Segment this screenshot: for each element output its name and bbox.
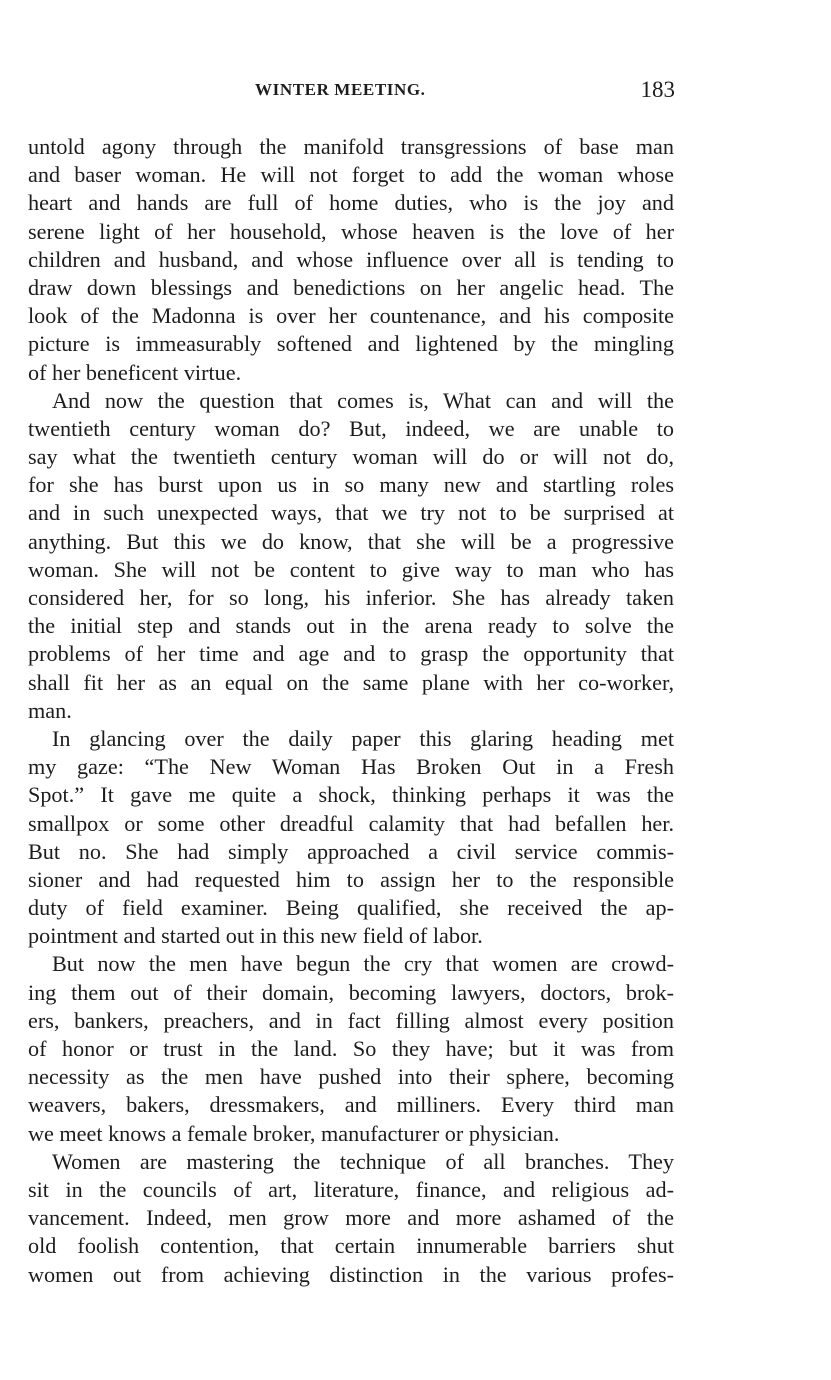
text-line: old foolish contention, that certain innumerable barriers shut — [28, 1233, 674, 1259]
text-line: ers, bankers, preachers, and in fact filling almost every position — [28, 1007, 674, 1033]
text-line: sioner and had requested him to assign her to the responsible — [28, 866, 674, 892]
paragraph-start-line: But now the men have begun the cry that women are crowd- — [52, 951, 674, 977]
text-line: for she has burst upon us in so many new and startling roles — [28, 472, 674, 498]
running-title: WINTER MEETING. — [255, 80, 426, 99]
text-line: and in such unexpected ways, that we try not to be surprised at — [28, 500, 674, 526]
paragraph-start-line: Women are mastering the technique of all branches. They — [52, 1148, 674, 1174]
text-line: say what the twentieth century woman will do or will not do, — [28, 444, 674, 470]
text-line: woman. She will not be content to give way to man who has — [28, 556, 674, 582]
text-line: sit in the councils of art, literature, finance, and religious ad- — [28, 1176, 674, 1202]
text-line: of honor or trust in the land. So they have; but it was from — [28, 1036, 674, 1061]
body-text — [28, 133, 674, 1289]
text-line: pointment and started out in this new field of labor. — [28, 923, 483, 949]
text-line: vancement. Indeed, men grow more and more ashamed of the — [28, 1205, 674, 1231]
text-line: serene light of her household, whose heaven is the love of her — [28, 218, 674, 244]
text-line: weavers, bakers, dressmakers, and milliners. Every third man — [28, 1092, 674, 1118]
paragraph-start-line: And now the question that comes is, What can and will the — [52, 387, 674, 413]
text-line: Spot.” It gave me quite a shock, thinking perhaps it was the — [28, 782, 674, 808]
running-head — [255, 77, 675, 110]
text-line: But no. She had simply approached a civil service commis- — [28, 838, 674, 864]
text-line: and baser woman. He will not forget to add the woman whose — [28, 162, 674, 188]
text-line: my gaze: “The New Woman Has Broken Out in a Fresh — [28, 754, 674, 780]
text-line: women out from achieving distinction in the various profes- — [28, 1261, 674, 1287]
text-line: duty of field examiner. Being qualified, she received the ap- — [28, 895, 674, 921]
text-line: draw down blessings and benedictions on her angelic head. The — [28, 274, 674, 300]
text-line: picture is immeasurably softened and lightened by the mingling — [28, 331, 674, 357]
text-line: untold agony through the manifold transgressions of base man — [28, 134, 674, 159]
text-line: the initial step and stands out in the arena ready to solve the — [28, 613, 674, 639]
text-line: ing them out of their domain, becoming lawyers, doctors, brok- — [28, 979, 674, 1005]
text-line: of her beneficent virtue. — [28, 359, 242, 385]
text-line: children and husband, and whose influence over all is tending to — [28, 246, 674, 272]
text-line: anything. But this we do know, that she will be a progressive — [28, 528, 674, 554]
text-line: considered her, for so long, his inferior. She has already taken — [28, 585, 674, 610]
text-line: we meet knows a female broker, manufacturer or physician. — [28, 1120, 560, 1146]
text-line: look of the Madonna is over her countenance, and his composite — [28, 303, 674, 329]
text-line: problems of her time and age and to grasp the opportunity that — [28, 641, 674, 667]
text-line: shall fit her as an equal on the same plane with her co-worker, — [28, 669, 674, 695]
text-line: necessity as the men have pushed into their sphere, becoming — [28, 1064, 674, 1090]
text-line: heart and hands are full of home duties, who is the joy and — [28, 190, 674, 216]
text-line: man. — [28, 697, 72, 723]
text-line: twentieth century woman do? But, indeed, we are unable to — [28, 415, 674, 441]
page-number: 183 — [640, 77, 675, 102]
text-line: smallpox or some other dreadful calamity that had befallen her. — [28, 810, 674, 836]
paragraph-start-line: In glancing over the daily paper this glaring heading met — [52, 725, 674, 751]
